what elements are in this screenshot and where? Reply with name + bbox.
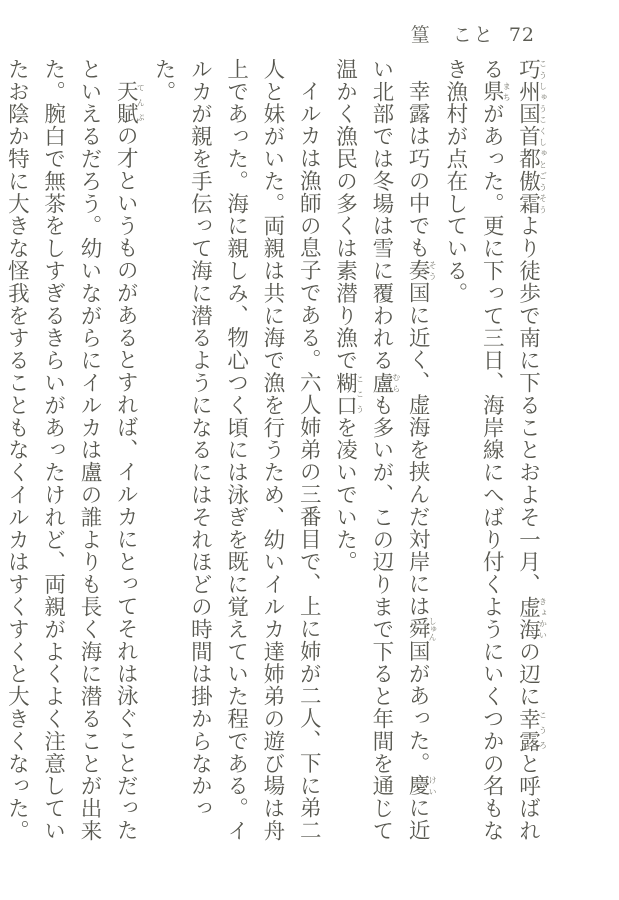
paragraph	[0, 58, 145, 848]
ruby-base: 糊口	[332, 371, 358, 417]
ruby-reading: そう	[428, 258, 438, 282]
paragraph	[326, 58, 436, 848]
paragraph	[437, 58, 547, 848]
ruby-word	[332, 371, 365, 417]
text-run: を凌いでいた。	[332, 416, 358, 574]
ruby-base: 舜	[405, 616, 431, 641]
page-header	[411, 20, 535, 47]
ruby-word	[479, 80, 512, 103]
ruby-base: 幸露	[515, 707, 541, 753]
text-run: イルカは漁師の息子である。六人姉弟の三番目で、上に姉が二人、下に弟二人と妹がいた。両親は共に海で漁を行うため、幼いイルカ達姉弟の遊び場は舟上であった。海に親しみ、物心つく頃には泳ぎを既に覚えていた程である。イルカが親を手伝って海に潜るようになるにはそれほどの時間は掛からなかった。	[151, 58, 322, 842]
ruby-base: 県	[479, 80, 505, 103]
paragraph	[145, 58, 326, 848]
ruby-reading: まち	[502, 80, 512, 103]
ruby-reading: ここう	[355, 371, 365, 417]
text-run: の辺に	[515, 640, 541, 708]
ruby-reading: てんぷ	[136, 79, 146, 125]
text-run: に近い北部では冬場は雪に覆われる	[368, 58, 431, 842]
ruby-reading: こうしゅうこくしゅとごうそう	[538, 58, 548, 215]
ruby-base: 慶	[405, 773, 431, 797]
ruby-reading: しゅん	[428, 616, 438, 641]
ruby-word	[368, 371, 401, 395]
ruby-word	[515, 707, 548, 753]
ruby-base: 奏	[405, 258, 431, 282]
ruby-word	[515, 595, 548, 641]
running-title: 篁 こと	[410, 24, 495, 46]
text-run: 幸露は巧の中でも	[405, 79, 431, 259]
ruby-reading: むら	[391, 371, 401, 394]
ruby-base: 虚海	[515, 595, 541, 641]
ruby-reading: きょかい	[538, 595, 548, 641]
ruby-word	[405, 616, 438, 641]
ruby-word	[515, 58, 548, 215]
body-text	[4, 58, 548, 848]
ruby-reading: こうろ	[538, 707, 548, 753]
ruby-base: 天賦	[113, 79, 139, 125]
text-run: も多いが、この辺りまで下ると年間を通じて温かく漁民の多くは素潜り漁で	[332, 58, 394, 843]
text-run: 国があった。	[405, 639, 431, 774]
ruby-word	[405, 258, 438, 282]
ruby-reading: けい	[428, 773, 438, 797]
ruby-word	[405, 773, 438, 797]
text-run: より徒歩で南に下ることおよそ一月、	[515, 214, 541, 596]
text-run: があった。更に下って三日、海岸線にへばり付くようにいくつかの名もなき漁村が点在している。	[442, 58, 505, 843]
text-run: と呼ばれる	[479, 58, 541, 843]
text-run: の才というものがあるとすれば、イルカにとってそれは泳ぐことだったといえるだろう。幼いながらにイルカは盧の誰よりも長く海に潜ることが出来た。腕白で無茶をしすぎるきらいがあったけれど、両親がよくよく注意していたお陰か特に大きな怪我をすることもなくイルカはすくすくと大きくなった。	[4, 58, 139, 842]
ruby-word	[113, 79, 146, 125]
page-number: 72	[508, 24, 535, 46]
ruby-base: 盧	[368, 371, 394, 395]
text-run: 国に近く、虚海を挟んだ対岸には	[405, 281, 431, 618]
ruby-base: 巧州国首都傲霜	[515, 58, 541, 215]
